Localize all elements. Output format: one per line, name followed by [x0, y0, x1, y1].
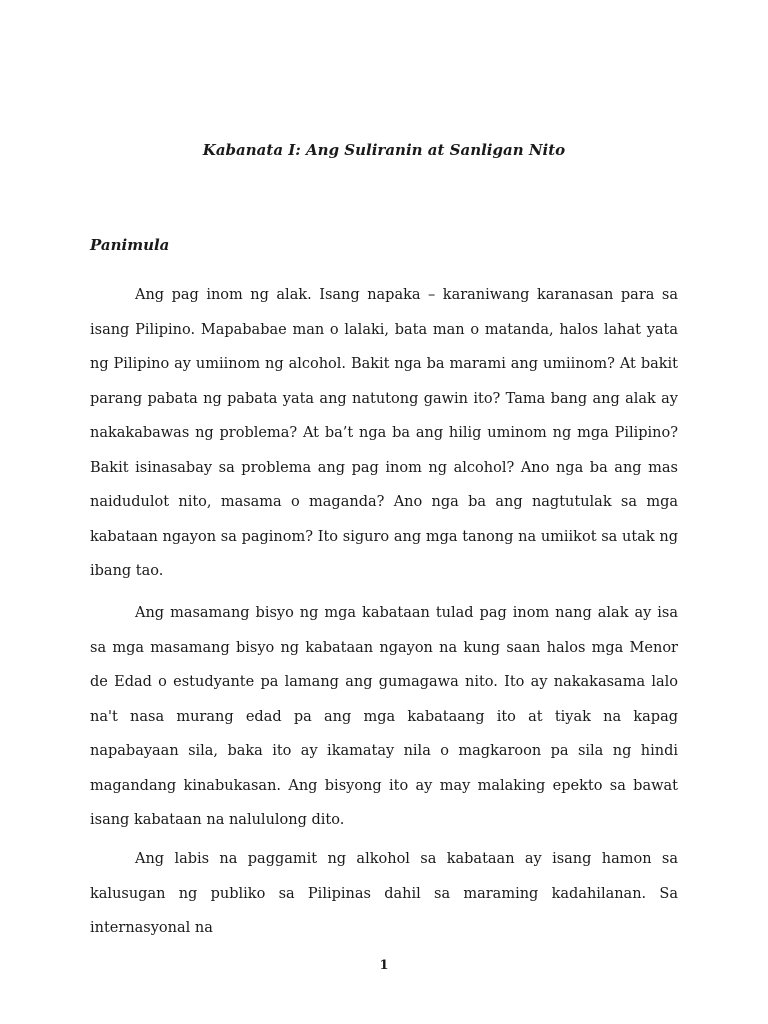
section-heading: Panimula	[90, 236, 170, 254]
chapter-title: Kabanata I: Ang Suliranin at Sanligan Nito	[202, 141, 566, 159]
paragraph-1: Ang pag inom ng alak. Isang napaka – karaniwang karanasan para sa isang Pilipino. Mapababae man o lalaki, bata man o matanda, halos lahat yata ng Pilipino ay umiinom ng alcohol. Bakit nga ba marami ang umiinom? At bakit parang pabata ng pabata yata ang natutong gawin ito? Tama bang ang alak ay nakakabawas ng problema? At ba’t nga ba ang hilig uminom ng mga Pilipino? Bakit isinasabay sa problema ang pag inom ng alcohol? Ano nga ba ang mas naidudulot nito, masama o maganda? Ano nga ba ang nagtutulak sa mga kabataan ngayon sa paginom? Ito siguro ang mga tanong na umiikot sa utak ng ibang tao.	[90, 287, 678, 579]
paragraph-2: Ang masamang bisyo ng mga kabataan tulad pag inom nang alak ay isa sa mga masamang bisyo ng kabataan ngayon na kung saan halos mga Menor de Edad o estudyante pa lamang ang gumagawa nito. Ito ay nakakasama lalo na't nasa murang edad pa ang mga kabataang ito at tiyak na kapag napabayaan sila, baka ito ay ikamatay nila o magkaroon pa sila ng hindi magandang kinabukasan. Ang bisyong ito ay may malaking epekto sa bawat isang kabataan na nalululong dito.	[90, 605, 678, 828]
page-number: 1	[379, 958, 389, 973]
paragraph-3: Ang labis na paggamit ng alkohol sa kabataan ay isang hamon sa kalusugan ng publiko sa Pilipinas dahil sa maraming kadahilanan. Sa internasyonal na	[90, 851, 678, 936]
